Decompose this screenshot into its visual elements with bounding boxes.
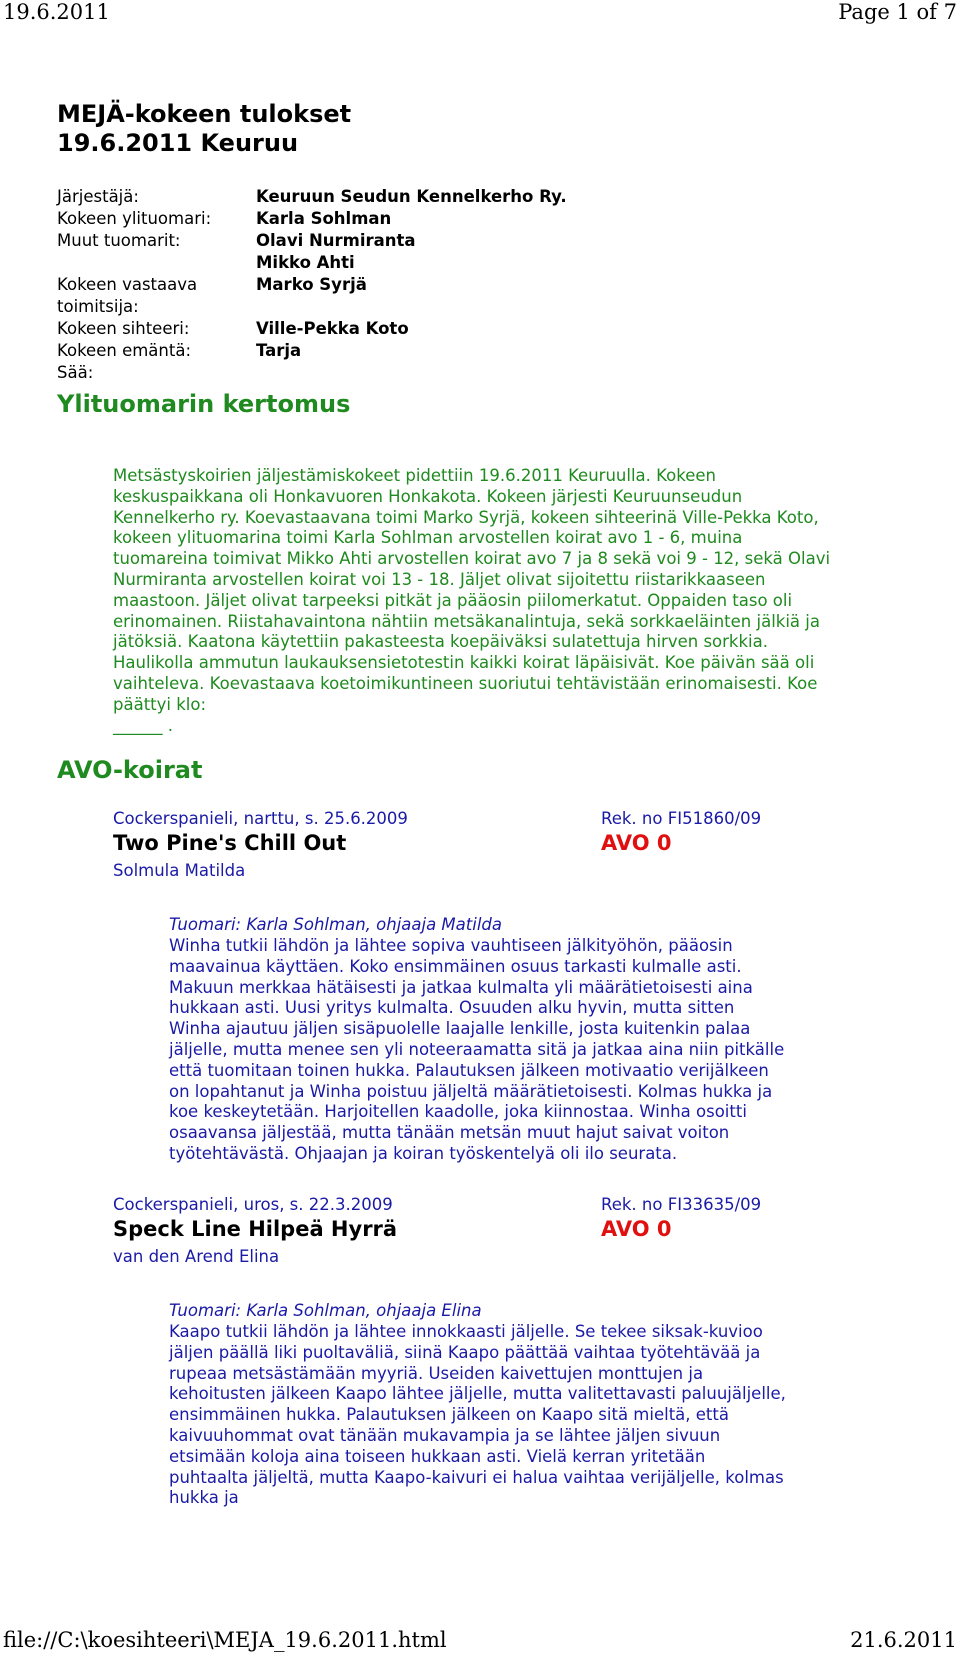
avo-heading: AVO-koirat xyxy=(57,756,203,784)
dog-result: AVO 0 xyxy=(601,831,672,855)
organizer-value: Keuruun Seudun Kennelkerho Ry. xyxy=(256,187,567,206)
report-text xyxy=(113,466,833,736)
official-label-line-1: Kokeen vastaava xyxy=(57,275,198,294)
print-footer xyxy=(0,1628,960,1654)
other-judge-2: Mikko Ahti xyxy=(256,253,355,272)
trial-info xyxy=(57,186,637,384)
footer-date: 21.6.2011 xyxy=(850,1628,957,1652)
dog-owner: van den Arend Elina xyxy=(113,1247,280,1266)
dog-breed: Cockerspanieli, uros, s. 22.3.2009 xyxy=(113,1195,393,1214)
official-row xyxy=(57,274,637,318)
dog-reg-number: Rek. no FI51860/09 xyxy=(601,809,762,828)
other-judges-value xyxy=(256,230,416,274)
chief-judge-label: Kokeen ylituomari: xyxy=(57,209,212,228)
report-end-time: ______ . xyxy=(113,715,173,735)
file-path: file://C:\koesihteeri\MEJA_19.6.2011.html xyxy=(3,1628,447,1652)
hostess-row xyxy=(57,340,637,362)
dog-breed: Cockerspanieli, narttu, s. 25.6.2009 xyxy=(113,809,408,828)
chief-judge-value: Karla Sohlman xyxy=(256,209,392,228)
official-value: Marko Syrjä xyxy=(256,275,367,294)
page-title xyxy=(57,100,351,158)
dog-name: Two Pine's Chill Out xyxy=(113,831,347,855)
other-judges-row xyxy=(57,230,637,274)
organizer-label: Järjestäjä: xyxy=(57,187,139,206)
dog-judge: Tuomari: Karla Sohlman, ohjaaja Matilda xyxy=(169,915,503,934)
print-date: 19.6.2011 xyxy=(3,0,110,24)
hostess-label: Kokeen emäntä: xyxy=(57,341,191,360)
dog-result: AVO 0 xyxy=(601,1217,672,1241)
weather-row xyxy=(57,362,637,384)
dog-description: Kaapo tutkii lähdön ja lähtee innokkaasti jäljelle. Se tekee siksak-kuvioo jäljen päällä liki puoltaväliä, siinä Kaapo päättää vaihtaa työtehtävää ja rupeaa metsästämään myyriä. Useiden kaivettujen monttujen ja kehoitusten jälkeen Kaapo lähtee jäljelle, mutta valitettavasti paluujäljelle, ensimmäinen hukka. Palautuksen jälkeen on Kaapo sitä mieltä, että kaivuuhommat ovat tänään mukavampia ja se lähtee jäljen sivuun etsimään koloja aina toiseen hukkaan asti. Vielä kerran yritetään puhtaalta jäljeltä, mutta Kaapo-kaivuri ei halua vaihtaa verijäljelle, kolmas hukka ja xyxy=(169,1322,786,1508)
print-header xyxy=(0,0,960,30)
report-heading: Ylituomarin kertomus xyxy=(57,390,351,418)
weather-label: Sää: xyxy=(57,363,94,382)
hostess-value: Tarja xyxy=(256,341,302,360)
dog-name: Speck Line Hilpeä Hyrrä xyxy=(113,1217,398,1241)
report-body: Metsästyskoirien jäljestämiskokeet pidettiin 19.6.2011 Keuruulla. Kokeen keskuspaikkana oli Honkavuoren Honkakota. Kokeen järjesti Keuruunseudun Kennelkerho ry. Koevastaavana toimi Marko Syrjä, kokeen sihteerinä Ville-Pekka Koto, kokeen ylituomarina toimi Karla Sohlman arvostellen koirat avo 1 - 6, muina tuomareina toimivat Mikko Ahti arvostellen koirat avo 7 ja 8 sekä voi 9 - 12, sekä Olavi Nurmiranta arvostellen koirat voi 13 - 18. Jäljet olivat sijoitettu riistarikkaaseen maastoon. Jäljet olivat tarpeeksi pitkät ja pääosin piilomerkatut. Oppaiden taso oli erinomainen. Riistahavaintona nähtiin metsäkanalintuja, sekä sorkkaeläinten jälkiä ja jätöksiä. Kaatona käytettiin pakasteesta koepäiväksi sulatettuja hirven sorkkia. Haulikolla ammutun laukauksensietotestin kaikki koirat läpäisivät. Koe päivän sää oli vaihteleva. Koevastaava koetoimikuntineen suoriutui tehtävistään erinomaisesti. Koe päättyi klo: xyxy=(113,466,831,714)
other-judges-label: Muut tuomarit: xyxy=(57,231,181,250)
secretary-label: Kokeen sihteeri: xyxy=(57,319,190,338)
dog-description: Winha tutkii lähdön ja lähtee sopiva vauhtiseen jälkityöhön, pääosin maavainua käyttäen. Koko ensimmäinen osuus tarkasti kulmalle asti. Makuun merkkaa hätäisesti ja jatkaa kulmalta yli määrätietoisesti aina hukkaan asti. Uusi yritys kulmalta. Osuuden alku hyvin, mutta sitten Winha ajautuu jäljen sisäpuolelle laajalle lenkille, josta kuitenkin palaa jäljelle, mutta menee sen yli noteeraamatta sitä ja jatkaa aina niin pitkälle että tuomitaan toinen hukka. Palautuksen jälkeen motivaatio verijälkeen on lopahtanut ja Winha poistuu jäljeltä määrätietoisesti. Kolmas hukka ja koe keskeytetään. Harjoitellen kaadolle, joka kiinnostaa. Winha osoitti osaavansa jäljestää, mutta tänään metsän muut hajut saivat voiton työtehtävästä. Ohjaajan ja koiran työskentelyä oli ilo seurata. xyxy=(169,936,785,1163)
page-number: Page 1 of 7 xyxy=(838,0,957,24)
title-line-2: 19.6.2011 Keuruu xyxy=(57,129,299,157)
secretary-value: Ville-Pekka Koto xyxy=(256,319,409,338)
title-line-1: MEJÄ-kokeen tulokset xyxy=(57,100,352,128)
secretary-row xyxy=(57,318,637,340)
other-judge-1: Olavi Nurmiranta xyxy=(256,231,416,250)
dog-reg-number: Rek. no FI33635/09 xyxy=(601,1195,762,1214)
dog-owner: Solmula Matilda xyxy=(113,861,246,880)
official-label-line-2: toimitsija: xyxy=(57,297,139,316)
chief-judge-row xyxy=(57,208,637,230)
organizer-row xyxy=(57,186,637,208)
dog-judge: Tuomari: Karla Sohlman, ohjaaja Elina xyxy=(169,1301,482,1320)
official-label xyxy=(57,274,256,318)
